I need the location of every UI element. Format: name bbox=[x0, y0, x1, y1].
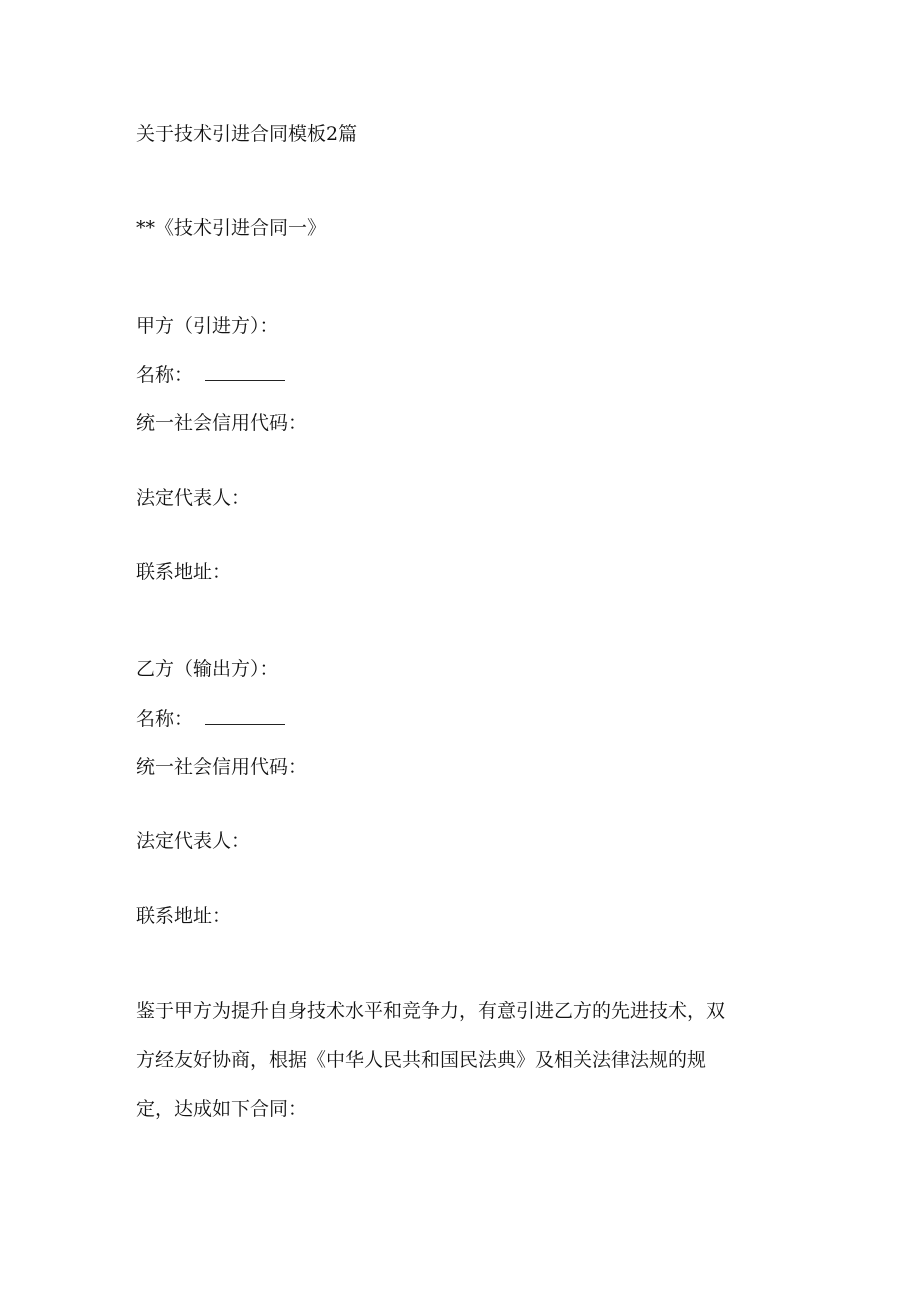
preamble-line-3: 定，达成如下合同： bbox=[136, 1098, 308, 1120]
contract-subtitle: **《技术引进合同一》 bbox=[136, 217, 327, 239]
party-b-name-row bbox=[136, 706, 285, 731]
party-a-heading: 甲方（引进方）： bbox=[136, 315, 279, 337]
party-b-heading: 乙方（输出方）： bbox=[136, 658, 279, 680]
preamble-line-2: 方经友好协商，根据《中华人民共和国民法典》及相关法律法规的规 bbox=[136, 1049, 707, 1071]
party-a-credit-code-label: 统一社会信用代码： bbox=[136, 412, 308, 434]
party-a-name-row bbox=[136, 362, 285, 387]
party-b-address-label: 联系地址： bbox=[136, 905, 232, 927]
party-a-name-blank bbox=[205, 362, 285, 381]
party-b-credit-code-label: 统一社会信用代码： bbox=[136, 756, 308, 778]
party-a-name-label: 名称： bbox=[136, 364, 194, 386]
party-b-name-label: 名称： bbox=[136, 708, 194, 730]
party-b-legal-rep-label: 法定代表人： bbox=[136, 830, 251, 852]
preamble-line-1: 鉴于甲方为提升自身技术水平和竞争力，有意引进乙方的先进技术，双 bbox=[136, 1000, 726, 1022]
party-a-address-label: 联系地址： bbox=[136, 561, 232, 583]
party-a-legal-rep-label: 法定代表人： bbox=[136, 487, 251, 509]
document-title: 关于技术引进合同模板2篇 bbox=[136, 123, 358, 145]
party-b-name-blank bbox=[205, 706, 285, 725]
